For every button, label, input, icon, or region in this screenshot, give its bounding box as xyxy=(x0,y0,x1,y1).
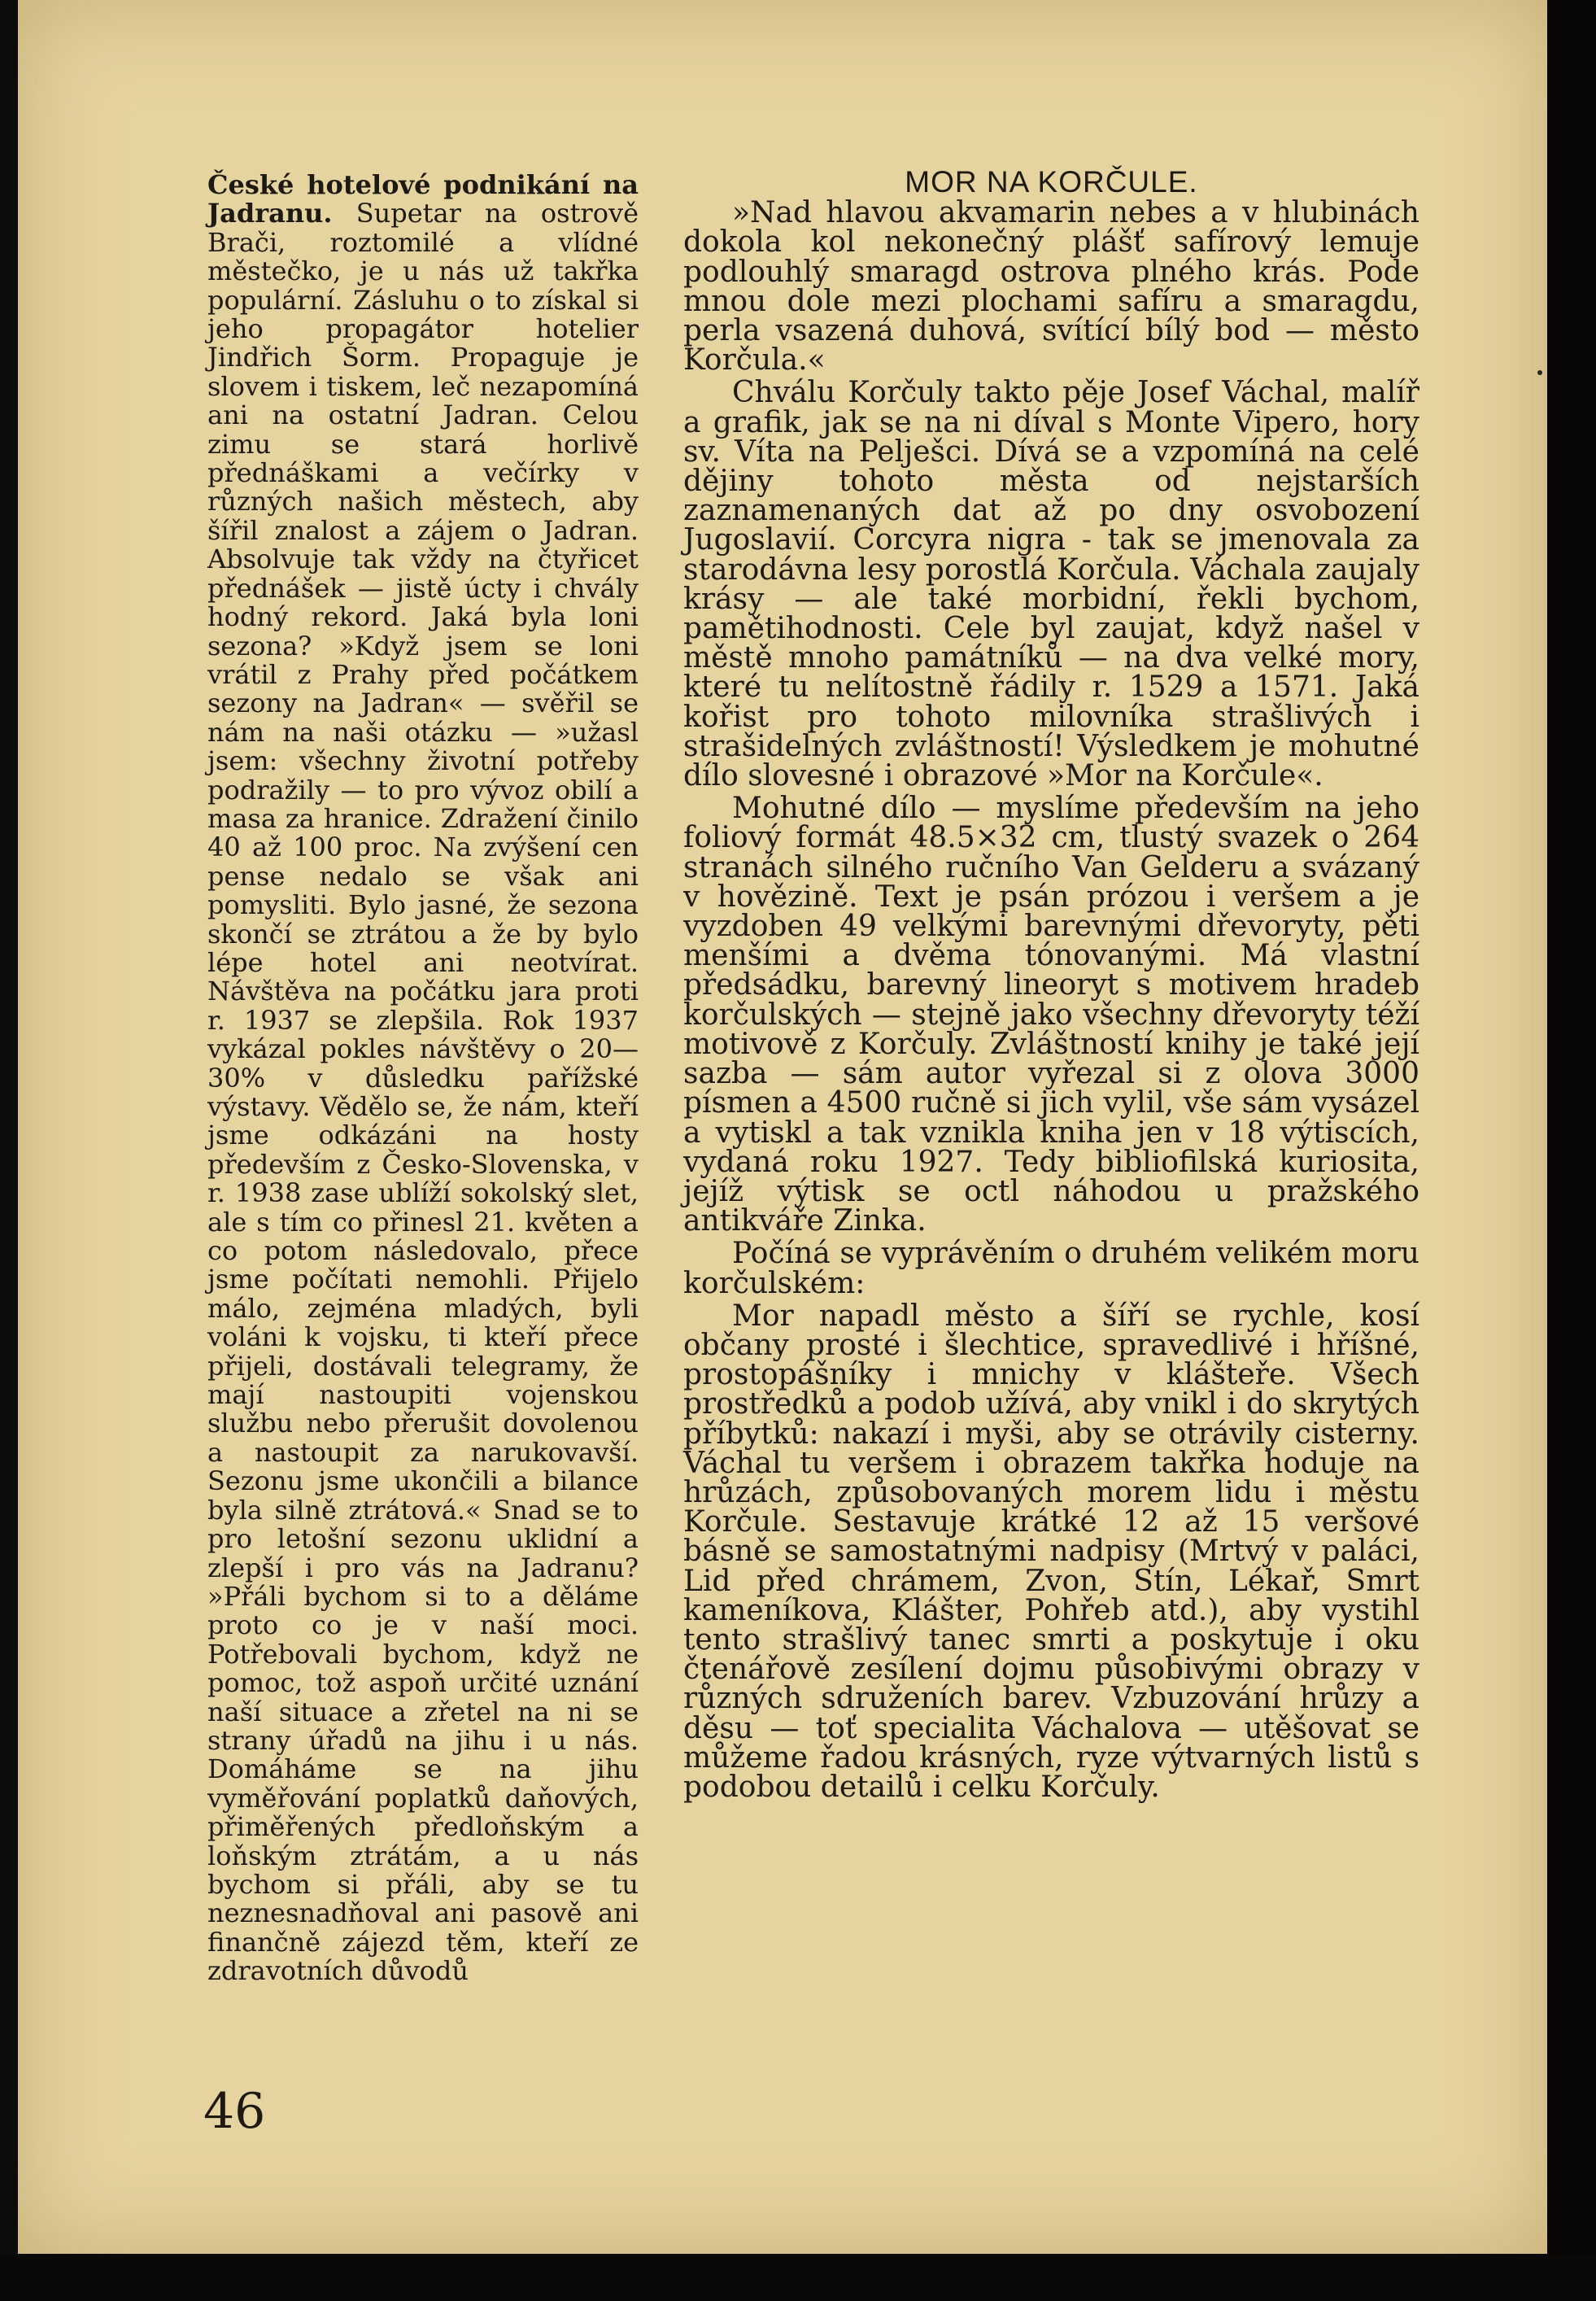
paragraph-3: Mohutné dílo — myslíme především na jeho foliový formát 48.5×32 cm, tlustý svazek o 264 stranách silného ručního Van Gelderu a svázaný v hovězině. Text je psán prózou i veršem a je vyzdoben 49 velkými barevnými dřevoryty, pěti menšími a dvěma tónovanými. Má vlastní předsádku, barevný lineoryt s motivem hradeb korčulských — stejně jako všechny dřevoryty téží motivově z Korčuly. Zvláštností knihy je také její sazba — sám autor vyřezal si z olova 3000 písmen a 4500 ručně si jich vylil, vše sám vysázel a vytiskl a tak vznikla kniha jen v 18 výtiscích, vydaná roku 1927. Tedy bibliofilská kuriosita, jejíž výtisk se octl náhodou u pražského antikváře Zinka. xyxy=(683,792,1419,1238)
bottom-background xyxy=(0,2254,1596,2301)
paragraph-4: Počíná se vyprávěním o druhém velikém moru korčulském: xyxy=(683,1237,1419,1300)
page-number: 46 xyxy=(203,2083,266,2140)
right-column xyxy=(683,165,1419,1805)
margin-dot xyxy=(1537,370,1542,375)
article-title: MOR NA KORČULE. xyxy=(905,165,1198,199)
paragraph-2: Chválu Korčuly takto pěje Josef Váchal, malíř a grafik, jak se na ni díval s Monte Vipero, hory sv. Víta na Pelješci. Dívá se a vzpomíná na celé dějiny tohoto města od nejstarších zaznamenaných dat až po dny osvobození Jugoslavií. Corcyra nigra - tak se jmenovala za starodávna lesy porostlá Korčula. Váchala zaujaly krásy — ale také morbidní, řekli bychom, pamětihodnosti. Cele byl zaujat, když našel v městě mnoho památníků — na dva velké mory, které tu nelítostně řádily r. 1529 a 1571. Jaká kořist pro tohoto milovníka strašlivých i strašidelných zvláštností! Výsledkem je mohutné dílo slovesné i obrazové »Mor na Korčule«. xyxy=(683,376,1419,793)
paragraph-1: »Nad hlavou akvamarin nebes a v hlubinách dokola kol nekonečný plášť safírový lemuje podlouhlý smaragd ostrova plného krás. Pode mnou dole mezi plochami safíru a smaragdu, perla vsazená duhová, svítící bílý bod — město Korčula.« xyxy=(683,196,1419,378)
left-article-text: Supetar na ostrově Brači, roztomilé a vlídné městečko, je u nás už takřka populární. Zásluhu o to získal si jeho propagátor hotelier Jindřich Šorm. Propaguje je slovem i tiskem, leč nezapomíná ani na ostatní Jadran. Celou zimu se stará horlivě přednáškami a večírky v různých našich městech, aby šířil znalost a zájem o Jadran. Absolvuje tak vždy na čtyřicet přednášek — jistě úcty i chvály hodný rekord. Jaká byla loni sezona? »Když jsem se loni vrátil z Prahy před počátkem sezony na Jadran« — svěřil se nám na naši otázku — »užasl jsem: všechny životní potřeby podražily — to pro vývoz obilí a masa za hranice. Zdražení činilo 40 až 100 proc. Na zvýšení cen pense nedalo se však ani pomysliti. Bylo jasné, že sezona skončí se ztrátou a že by bylo lépe hotel ani neotvírat. Návštěva na počátku jara proti r. 1937 se zlepšila. Rok 1937 vykázal pokles návštěvy o 20—30% v důsledku pařížské výstavy. Vědělo se, že nám, kteří jsme odkázáni na hosty především z Česko-Slovenska, v r. 1938 zase ublíží sokolský slet, ale s tím co přinesl 21. květen a co potom následovalo, přece jsme počítati nemohli. Přijelo málo, zejména mladých, byli voláni k vojsku, ti kteří přece přijeli, dostávali telegramy, že mají nastoupiti vojenskou službu nebo přerušit dovolenou a nastoupit za narukovavší. Sezonu jsme ukončili a bilance byla silně ztrátová.« Snad se to pro letošní sezonu uklidní a zlepší i pro vás na Jadranu? »Přáli bychom si to a děláme proto co je v naší moci. Potřebovali bychom, když ne pomoc, tož aspoň určité uznání naší situace a zřetel na ni se strany úřadů na jihu i u nás. Domáháme se na jihu vyměřování poplatků daňových, přiměřených předloňským a loňským ztrátám, a u nás bychom si přáli, aby se tu neznesnadňoval ani pasově ani finančně zájezd těm, kteří ze zdravotních důvodů xyxy=(207,198,639,1987)
left-article xyxy=(207,171,639,1986)
paragraph-5: Mor napadl město a šíří se rychle, kosí občany prosté i šlechtice, spravedlivé i hříšné, prostopášníky i mnichy v klášteře. Všech prostředků a podob užívá, aby vnikl i do skrytých příbytků: nakazí i myši, aby se otrávily cisterny. Váchal tu veršem i obrazem takřka hoduje na hrůzách, způsobovaných morem lidu i městu Korčule. Sestavuje krátké 12 až 15 veršové básně se samostatnými nadpisy (Mrtvý v paláci, Lid před chrámem, Zvon, Stín, Lékař, Smrt kameníkova, Klášter, Pohřeb atd.), aby vystihl tento strašlivý tanec smrti a poskytuje i oku čtenářově zesílení dojmu působivými obrazy v různých sdruženích barev. Vzbuzování hrůzy a děsu — toť specialita Váchalova — utěšovat se můžeme řadou krásných, ryze výtvarných listů s podobou detailů i celku Korčuly. xyxy=(683,1299,1419,1804)
page-edge-shadow xyxy=(1547,0,1596,2301)
left-column xyxy=(207,171,639,1986)
left-article-lead: České hotelové podnikání na Jadranu. xyxy=(207,169,639,229)
